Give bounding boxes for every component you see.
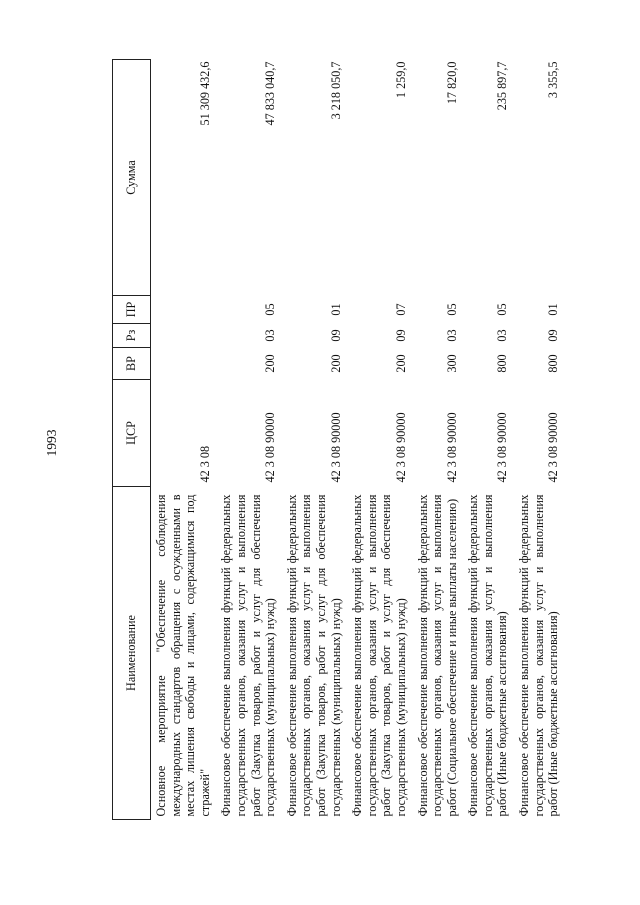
table-row xyxy=(347,60,412,820)
row-vr: 300 xyxy=(444,354,459,373)
row-csr: 42 3 08 90000 xyxy=(393,412,408,483)
row-vr: 800 xyxy=(546,354,561,373)
row-sum: 47 833 040,7 xyxy=(263,61,278,126)
header-pr: ПР xyxy=(113,296,151,324)
row-sum: 17 820,0 xyxy=(444,61,459,105)
row-name: Финансовое обеспечение выполнения функций федеральных государственных органов, оказания услуг и выполнения работ (Закупка товаров, работ и услуг для обеспечения государственных (муниципальных) нужд) xyxy=(219,494,278,817)
row-pr xyxy=(151,296,217,324)
table-row xyxy=(216,60,281,820)
row-csr: 42 3 08 90000 xyxy=(263,412,278,483)
page-number: 1993 xyxy=(44,429,59,457)
row-csr: 42 3 08 90000 xyxy=(444,412,459,483)
row-sum: 3 218 050,7 xyxy=(328,61,343,120)
row-pr: 01 xyxy=(328,303,343,316)
row-csr: 42 3 08 90000 xyxy=(495,412,510,483)
row-vr: 200 xyxy=(393,354,408,373)
row-csr: 42 3 08 90000 xyxy=(546,412,561,483)
row-name: Основное мероприятие "Обеспечение соблюдения международных стандартов обращения с осужденными в местах лишения свободы и лицами, содержащимися под стражей" xyxy=(154,494,212,817)
budget-table xyxy=(112,59,565,820)
table-row xyxy=(151,60,217,820)
row-pr: 01 xyxy=(546,303,561,316)
row-vr xyxy=(151,348,217,380)
row-pr: 05 xyxy=(444,303,459,316)
row-rz xyxy=(151,324,217,348)
row-pr: 05 xyxy=(495,303,510,316)
row-rz: 03 xyxy=(495,329,510,342)
row-rz: 09 xyxy=(546,329,561,342)
row-sum: 235 897,7 xyxy=(495,61,510,111)
row-rz: 03 xyxy=(263,329,278,342)
row-rz: 09 xyxy=(393,329,408,342)
row-vr: 200 xyxy=(263,354,278,373)
row-sum: 3 355,5 xyxy=(546,61,561,99)
row-pr: 05 xyxy=(263,303,278,316)
row-rz: 03 xyxy=(444,329,459,342)
table-row xyxy=(282,60,347,820)
row-name: Финансовое обеспечение выполнения функций федеральных государственных органов, оказания услуг и выполнения работ (Закупка товаров, работ и услуг для обеспечения государственных (муниципальных) нужд) xyxy=(350,494,408,817)
row-vr: 800 xyxy=(495,354,510,373)
row-rz: 09 xyxy=(328,329,343,342)
row-name: Финансовое обеспечение выполнения функций федеральных государственных органов, оказания услуг и выполнения работ (Закупка товаров, работ и услуг для обеспечения государственных (муниципальных) нужд) xyxy=(284,494,343,817)
header-sum: Сумма xyxy=(113,60,151,296)
row-vr: 200 xyxy=(328,354,343,373)
header-rz: Рз xyxy=(113,324,151,348)
row-csr: 42 3 08 xyxy=(197,445,212,483)
row-sum: 51 309 432,6 xyxy=(197,61,212,126)
row-name: Финансовое обеспечение выполнения функций федеральных государственных органов, оказания услуг и выполнения работ (Иные бюджетные ассигнования) xyxy=(517,494,561,817)
table-row xyxy=(413,60,464,820)
row-sum: 1 259,0 xyxy=(393,61,408,99)
table-row xyxy=(463,60,514,820)
row-pr: 07 xyxy=(393,303,408,316)
header-csr: ЦСР xyxy=(113,380,151,487)
rotated-table-wrapper xyxy=(112,60,602,820)
header-name: Наименование xyxy=(113,487,151,820)
row-name: Финансовое обеспечение выполнения функций федеральных государственных органов, оказания услуг и выполнения работ (Иные бюджетные ассигнования) xyxy=(466,494,510,817)
row-name: Финансовое обеспечение выполнения функций федеральных государственных органов, оказания услуг и выполнения работ (Социальное обеспечение и иные выплаты населению) xyxy=(415,494,459,817)
header-vr: ВР xyxy=(113,348,151,380)
table-header-row xyxy=(113,60,151,820)
row-csr: 42 3 08 90000 xyxy=(328,412,343,483)
table-row xyxy=(514,60,565,820)
